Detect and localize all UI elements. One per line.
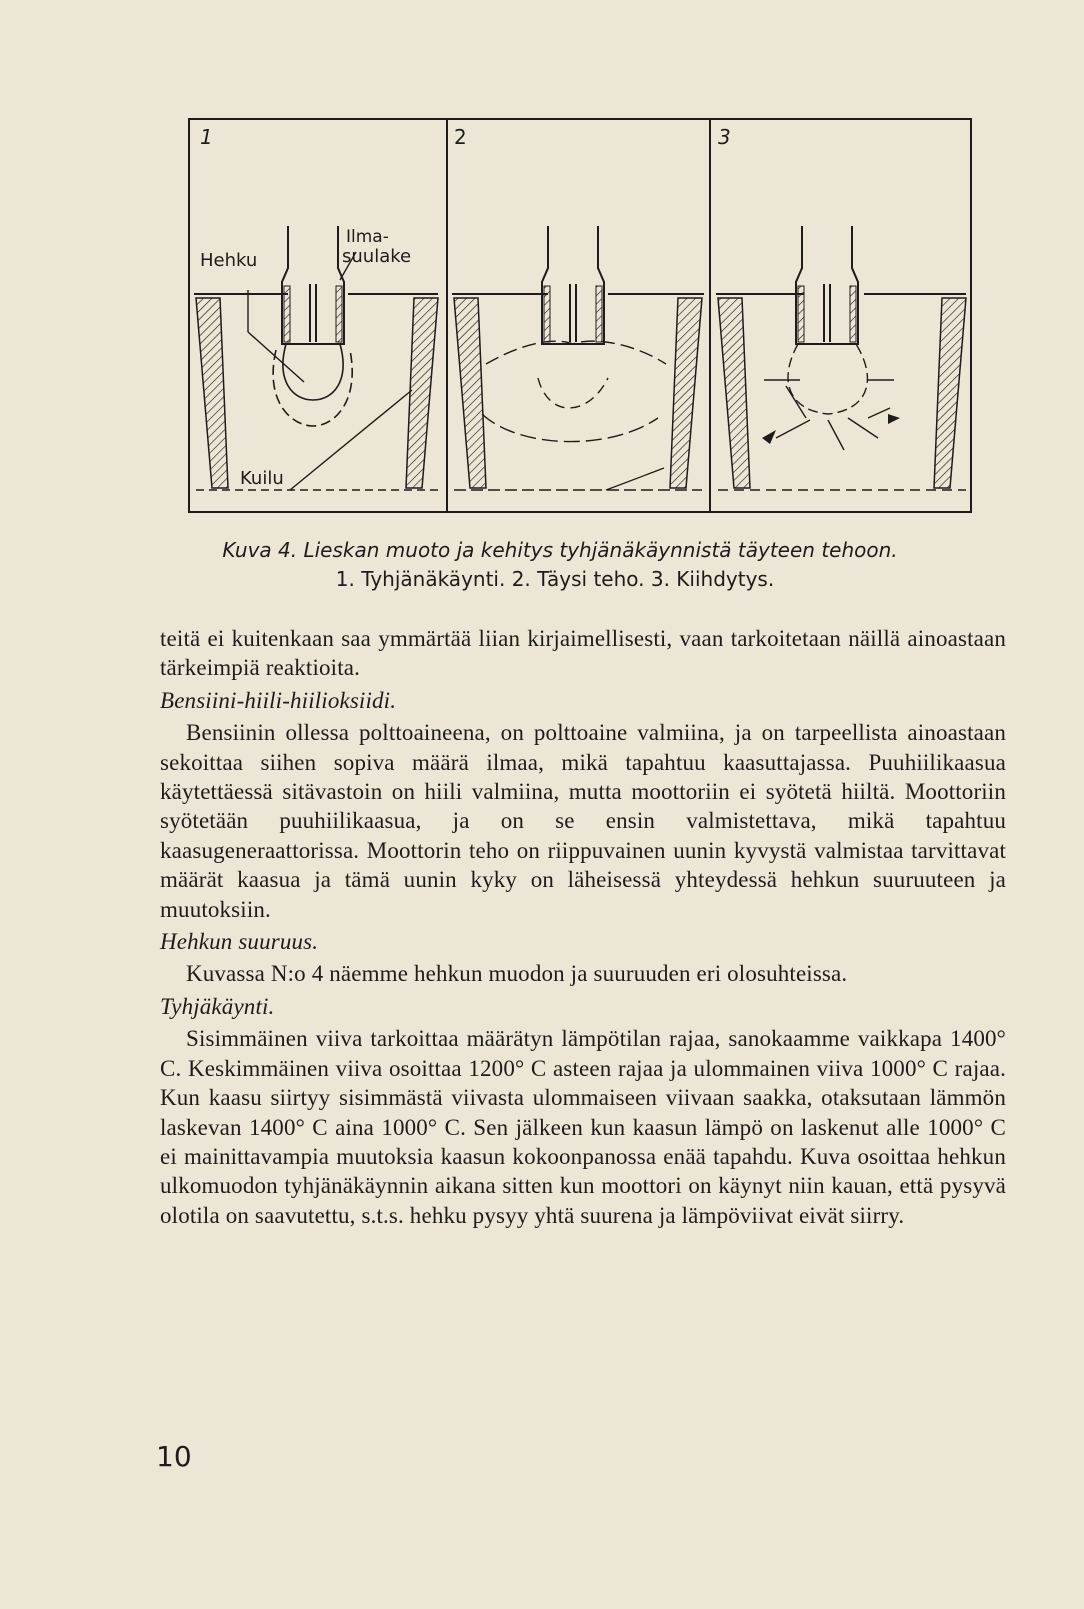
label-ilma-line1: Ilma-	[346, 227, 389, 247]
page-number: 10	[156, 1440, 192, 1473]
heading-hehkun-suuruus: Hehkun suuruus.	[160, 929, 319, 955]
flame-diagram-svg	[188, 118, 972, 514]
panel-1-idle	[194, 226, 438, 490]
label-hehku: Hehku	[200, 250, 258, 271]
label-kuilu: Kuilu	[240, 468, 284, 489]
panel-2-full-power	[452, 226, 704, 490]
figure-caption	[160, 536, 960, 594]
figure-flame-diagram	[188, 118, 972, 514]
panel-number-3: 3	[718, 125, 731, 149]
heading-tyhjakaynti: Tyhjäkäynti.	[160, 993, 275, 1019]
panel-number-2: 2	[454, 125, 467, 149]
heading-bensiini: Bensiini-hiili-hiilioksiidi.	[160, 687, 397, 713]
caption-legend: 1. Tyhjänäkäynti. 2. Täysi teho. 3. Kiihdytys.	[335, 567, 775, 591]
label-ilma-line2: suulake	[342, 246, 412, 267]
panel-3-acceleration	[716, 226, 966, 490]
paragraph-continuation: teitä ei kuitenkaan saa ymmärtää liian kirjaimellisesti, vaan tarkoitetaan näillä ainoastaan tärkeimpiä reaktioita.	[160, 626, 1006, 681]
paragraph-bensiini: Bensiinin ollessa polttoaineena, on polttoaine valmiina, ja on tarpeellista ainoastaan sekoittaa siihen sopiva määrä ilmaa, mikä tapahtuu kaasuttajassa. Puuhiilikaasua käytettäessä sitävastoin on hiili valmiina, mutta moottoriin ei syötetä hiiltä. Moottoriin syötetään puuhiilikaasua, ja on se ensin valmistettava, mikä tapahtuu kaasugeneraattorissa. Moottorin teho on riippuvainen uunin kyvystä valmistaa tarvittavat määrät kaasua ja tämä uunin kyky on läheisessä yhteydessä hehkun suuruuteen ja muutoksiin.	[160, 720, 1006, 922]
caption-title: Kuva 4. Lieskan muoto ja kehitys tyhjänäkäynnistä täyteen tehoon.	[222, 538, 898, 562]
paragraph-tyhjakaynti: Sisimmäinen viiva tarkoittaa määrätyn lämpötilan rajaa, sanokaamme vaikkapa 1400° C. Keskimmäinen viiva osoittaa 1200° C asteen rajaa ja ulommainen viiva 1000° C rajaa. Kun kaasu siirtyy sisimmästä viivasta ulommaiseen viivaan saakka, otaksutaan lämmön laskevan 1400° C aina 1000° C. Sen jälkeen kun kaasun lämpö on laskenut alle 1000° C ei mainittavampia muutoksia kaasun kokoonpanossa enää tapahdu. Kuva osoittaa hehkun ulkomuodon tyhjänäkäynnin aikana sitten kun moottori on käynyt niin kauan, että pysyvä olotila on saavutettu, s.t.s. hehku pysyy yhtä suurena ja lämpöviivat eivät siirry.	[160, 1026, 1006, 1228]
paragraph-hehkun-suuruus: Kuvassa N:o 4 näemme hehkun muodon ja suuruuden eri olosuhteissa.	[186, 961, 848, 987]
body-text	[160, 624, 1006, 1230]
panel-number-1: 1	[200, 125, 213, 149]
